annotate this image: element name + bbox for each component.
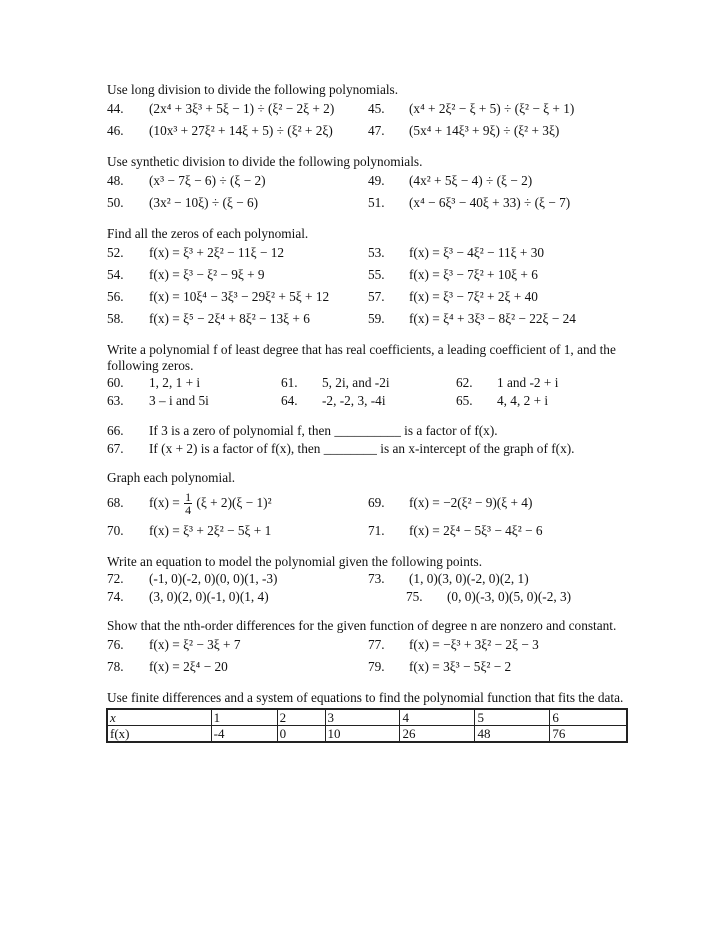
worksheet-page bbox=[107, 82, 632, 755]
problem-number: 51. bbox=[368, 195, 385, 210]
problem-number: 78. bbox=[107, 659, 124, 674]
problem-row bbox=[107, 486, 632, 520]
problem-expression: f(x) = 3ξ³ − 5ξ² − 2 bbox=[409, 659, 512, 674]
problem-expression: (3x² − 10ξ) ÷ (ξ − 6) bbox=[149, 195, 259, 210]
problem-zeros: 3 – i and 5i bbox=[149, 393, 209, 408]
problem-expression: f(x) = ξ² − 3ξ + 7 bbox=[149, 637, 241, 652]
problem-number: 67. bbox=[107, 441, 124, 456]
problem-row bbox=[107, 120, 632, 142]
section-graph bbox=[107, 470, 632, 542]
section-least-degree bbox=[107, 342, 632, 410]
problem-number: 47. bbox=[368, 123, 385, 138]
table-cell: 1 bbox=[211, 709, 277, 726]
problem-row bbox=[107, 656, 632, 678]
section-synthetic-division bbox=[107, 154, 632, 214]
table-cell: f(x) bbox=[107, 726, 211, 743]
table-row bbox=[107, 709, 627, 726]
problem-points: (3, 0)(2, 0)(-1, 0)(1, 4) bbox=[149, 589, 269, 604]
section-fill-in bbox=[107, 422, 632, 458]
fraction-denominator: 4 bbox=[185, 503, 192, 518]
problem-row bbox=[107, 264, 632, 286]
table-cell: 3 bbox=[325, 709, 400, 726]
problem-row bbox=[107, 286, 632, 308]
problem-number: 65. bbox=[456, 393, 473, 408]
problem-number: 52. bbox=[107, 245, 124, 260]
problem-expression: f(x) = 2ξ⁴ − 20 bbox=[149, 659, 228, 674]
problem-number: 71. bbox=[368, 523, 385, 538]
problem-zeros: 1 and -2 + i bbox=[497, 375, 559, 390]
problem-number: 54. bbox=[107, 267, 124, 282]
problem-row bbox=[107, 392, 632, 410]
table-cell: -4 bbox=[211, 726, 277, 743]
problem-row bbox=[107, 588, 632, 606]
section-nth-differences bbox=[107, 618, 632, 678]
problem-number: 76. bbox=[107, 637, 124, 652]
fraction-numerator: 1 bbox=[185, 490, 192, 505]
instruction-least-degree: Write a polynomial f of least degree that has real coefficients, a leading coefficient of 1, and the following zeros. bbox=[107, 342, 616, 373]
instruction-synthetic-division: Use synthetic division to divide the following polynomials. bbox=[107, 154, 423, 169]
problem-number: 66. bbox=[107, 423, 124, 438]
problem-expression: (5x⁴ + 14ξ³ + 9ξ) ÷ (ξ² + 3ξ) bbox=[409, 123, 560, 138]
problem-zeros: 4, 4, 2 + i bbox=[497, 393, 549, 408]
problem-expression: f(x) = ξ³ − 4ξ² − 11ξ + 30 bbox=[409, 245, 545, 260]
problem-expression: f(x) = ξ³ − ξ² − 9ξ + 9 bbox=[149, 267, 265, 282]
problem-number: 79. bbox=[368, 659, 385, 674]
expression-prefix: f(x) = bbox=[149, 495, 180, 510]
table-cell: 2 bbox=[277, 709, 325, 726]
problem-expression: f(x) = 10ξ⁴ − 3ξ³ − 29ξ² + 5ξ + 12 bbox=[149, 289, 330, 304]
table-cell: 10 bbox=[325, 726, 400, 743]
table-cell: 4 bbox=[400, 709, 475, 726]
section-finite-differences bbox=[107, 690, 632, 743]
problem-number: 62. bbox=[456, 375, 473, 390]
data-table bbox=[106, 708, 628, 743]
problem-number: 55. bbox=[368, 267, 385, 282]
table-cell: 6 bbox=[550, 709, 627, 726]
problem-number: 60. bbox=[107, 375, 124, 390]
table-cell: 5 bbox=[475, 709, 550, 726]
problem-zeros: -2, -2, 3, -4i bbox=[322, 393, 386, 408]
problem-number: 72. bbox=[107, 571, 124, 586]
problem-expression: (2x⁴ + 3ξ³ + 5ξ − 1) ÷ (ξ² − 2ξ + 2) bbox=[149, 101, 335, 116]
problem-statement: If (x + 2) is a factor of f(x), then ________ is an x-intercept of the graph of f(x). bbox=[149, 441, 575, 456]
problem-expression bbox=[149, 486, 272, 520]
problem-number: 63. bbox=[107, 393, 124, 408]
table-cell: 0 bbox=[277, 726, 325, 743]
problem-number: 77. bbox=[368, 637, 385, 652]
problem-expression: f(x) = 2ξ⁴ − 5ξ³ − 4ξ² − 6 bbox=[409, 523, 543, 538]
problem-row bbox=[107, 98, 632, 120]
expression-suffix: (ξ + 2)(ξ − 1)² bbox=[196, 495, 272, 510]
problem-expression: f(x) = ξ⁴ + 3ξ³ − 8ξ² − 22ξ − 24 bbox=[409, 311, 576, 326]
problem-number: 45. bbox=[368, 101, 385, 116]
table-row bbox=[107, 726, 627, 743]
problem-row bbox=[107, 170, 632, 192]
fraction bbox=[184, 491, 192, 516]
problem-number: 64. bbox=[281, 393, 298, 408]
problem-number: 57. bbox=[368, 289, 385, 304]
problem-expression: f(x) = ξ³ − 7ξ² + 10ξ + 6 bbox=[409, 267, 538, 282]
problem-number: 75. bbox=[406, 589, 423, 604]
problem-expression: f(x) = ξ³ + 2ξ² − 5ξ + 1 bbox=[149, 523, 272, 538]
instruction-long-division: Use long division to divide the following polynomials. bbox=[107, 82, 399, 97]
problem-row bbox=[107, 634, 632, 656]
section-model-points bbox=[107, 554, 632, 606]
instruction-model-points: Write an equation to model the polynomial given the following points. bbox=[107, 554, 483, 569]
problem-number: 61. bbox=[281, 375, 298, 390]
problem-number: 48. bbox=[107, 173, 124, 188]
table-cell: 26 bbox=[400, 726, 475, 743]
problem-row bbox=[107, 440, 632, 458]
problem-number: 44. bbox=[107, 101, 124, 116]
problem-row bbox=[107, 570, 632, 588]
problem-statement: If 3 is a zero of polynomial f, then __________ is a factor of f(x). bbox=[149, 423, 498, 438]
problem-zeros: 1, 2, 1 + i bbox=[149, 375, 201, 390]
problem-number: 58. bbox=[107, 311, 124, 326]
problem-expression: (x⁴ + 2ξ² − ξ + 5) ÷ (ξ² − ξ + 1) bbox=[409, 101, 575, 116]
problem-expression: f(x) = −ξ³ + 3ξ² − 2ξ − 3 bbox=[409, 637, 539, 652]
table-cell: x bbox=[107, 709, 211, 726]
problem-row bbox=[107, 422, 632, 440]
problem-row bbox=[107, 308, 632, 330]
problem-number: 46. bbox=[107, 123, 124, 138]
table-cell: 76 bbox=[550, 726, 627, 743]
instruction-nth-differences: Show that the nth-order differences for the given function of degree n are nonzero and constant. bbox=[107, 618, 617, 633]
table-cell: 48 bbox=[475, 726, 550, 743]
instruction-graph: Graph each polynomial. bbox=[107, 470, 236, 485]
problem-expression: f(x) = ξ³ − 7ξ² + 2ξ + 40 bbox=[409, 289, 538, 304]
problem-number: 68. bbox=[107, 495, 124, 510]
problem-expression: (10x³ + 27ξ² + 14ξ + 5) ÷ (ξ² + 2ξ) bbox=[149, 123, 333, 138]
problem-number: 69. bbox=[368, 495, 385, 510]
problem-number: 59. bbox=[368, 311, 385, 326]
problem-row bbox=[107, 242, 632, 264]
problem-points: (1, 0)(3, 0)(-2, 0)(2, 1) bbox=[409, 571, 529, 586]
problem-points: (0, 0)(-3, 0)(5, 0)(-2, 3) bbox=[447, 589, 572, 604]
problem-row bbox=[107, 520, 632, 542]
problem-expression: f(x) = ξ⁵ − 2ξ⁴ + 8ξ² − 13ξ + 6 bbox=[149, 311, 310, 326]
problem-number: 56. bbox=[107, 289, 124, 304]
problem-expression: (x⁴ − 6ξ³ − 40ξ + 33) ÷ (ξ − 7) bbox=[409, 195, 571, 210]
problem-expression: f(x) = −2(ξ² − 9)(ξ + 4) bbox=[409, 495, 533, 510]
problem-number: 74. bbox=[107, 589, 124, 604]
problem-number: 53. bbox=[368, 245, 385, 260]
problem-zeros: 5, 2i, and -2i bbox=[322, 375, 390, 390]
problem-number: 49. bbox=[368, 173, 385, 188]
section-long-division bbox=[107, 82, 632, 142]
problem-row bbox=[107, 192, 632, 214]
instruction-find-zeros: Find all the zeros of each polynomial. bbox=[107, 226, 309, 241]
problem-points: (-1, 0)(-2, 0)(0, 0)(1, -3) bbox=[149, 571, 278, 586]
problem-expression: (4x² + 5ξ − 4) ÷ (ξ − 2) bbox=[409, 173, 533, 188]
instruction-finite-differences: Use finite differences and a system of equations to find the polynomial function that fits the data. bbox=[107, 690, 624, 705]
problem-number: 73. bbox=[368, 571, 385, 586]
problem-expression: f(x) = ξ³ + 2ξ² − 11ξ − 12 bbox=[149, 245, 285, 260]
problem-number: 50. bbox=[107, 195, 124, 210]
problem-number: 70. bbox=[107, 523, 124, 538]
section-find-zeros bbox=[107, 226, 632, 330]
problem-expression: (x³ − 7ξ − 6) ÷ (ξ − 2) bbox=[149, 173, 266, 188]
problem-row bbox=[107, 374, 632, 392]
